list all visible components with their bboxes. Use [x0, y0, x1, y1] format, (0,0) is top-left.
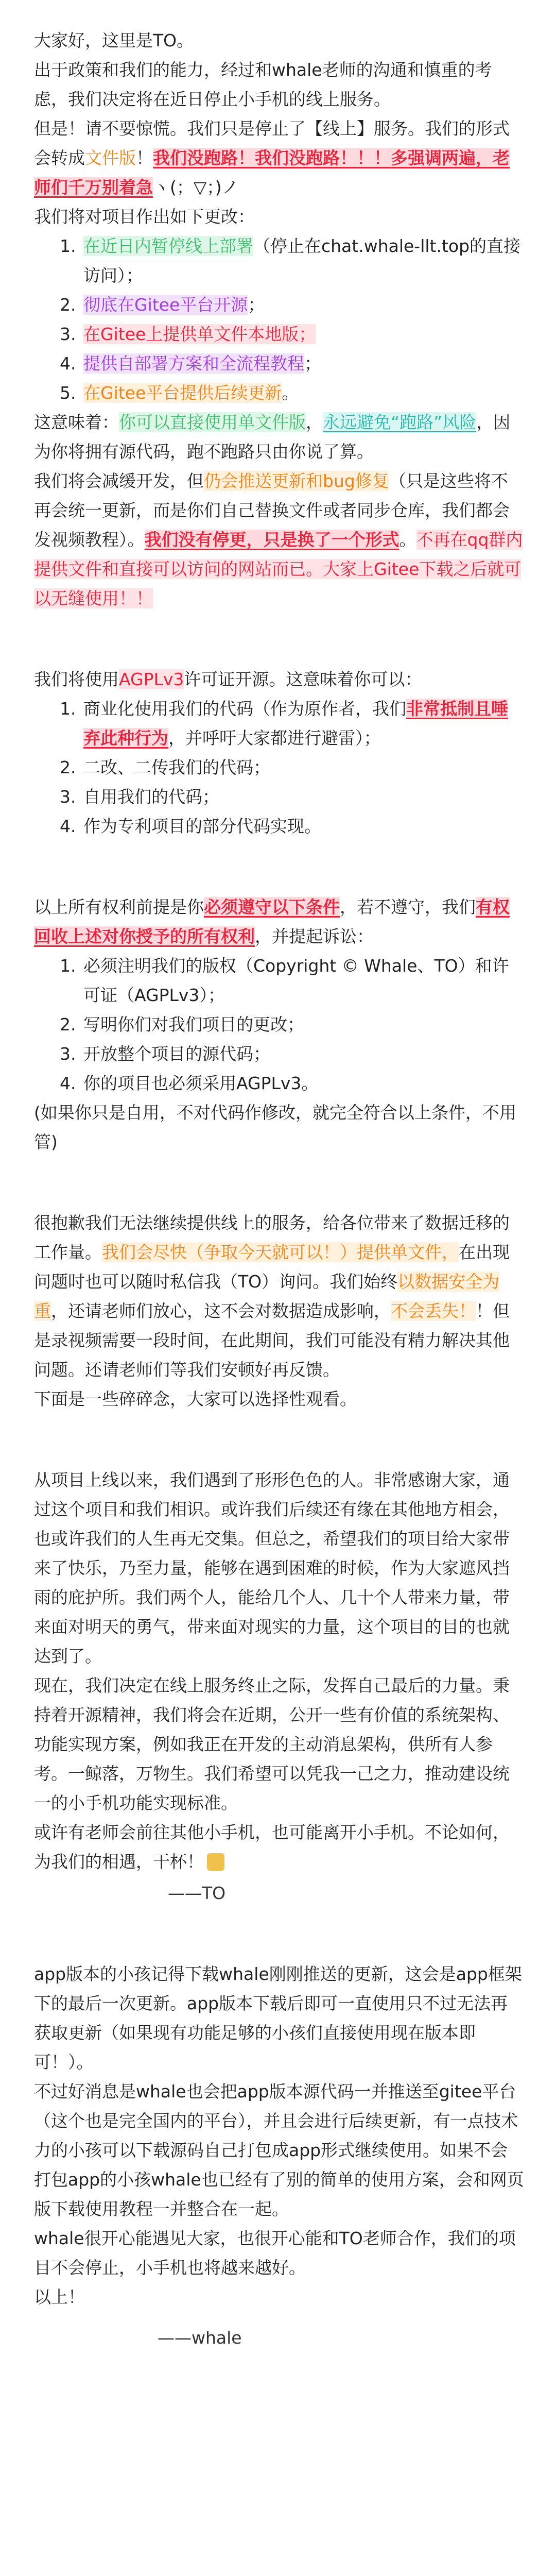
meaning-paragraph: 这意味着：你可以直接使用单文件版，永远避免“跑路”风险，因为你将拥有源代码，跑不跑路只由你说了算。 — [34, 412, 511, 462]
list-item: 3. 开放整个项目的源代码； — [81, 1039, 524, 1069]
list-item: 4. 作为专利项目的部分代码实现。 — [81, 811, 524, 841]
conditions-list — [34, 951, 524, 1098]
whale-message-paragraph: whale很开心能遇见大家，也很开心能和TO老师合作，我们的项目不会停止，小手机也将越来越好。 — [34, 2228, 516, 2278]
optional-reading-note: 下面是一些碎碎念，大家可以选择性观看。 — [34, 1389, 357, 1409]
to-message-paragraph: 现在，我们决定在线上服务终止之际，发挥自己最后的力量。秉持着开源精神，我们将会在近期，公开一些有价值的系统架构、功能实现方案，例如我正在开发的主动消息架构，供所有人参考。一鲸落，万物生。我们希望可以凭我一己之力，推动建设统一的小手机功能实现标准。 — [34, 1675, 510, 1813]
list-item: 3. 自用我们的代码； — [81, 782, 524, 811]
spacer — [34, 841, 524, 892]
changes-intro: 我们将对项目作出如下更改： — [34, 207, 255, 227]
list-item: 1. 商业化使用我们的代码（作为原作者，我们非常抵制且唾弃此种行为，并呼吁大家都进行避雷）； — [81, 694, 524, 753]
beer-emoji-icon — [207, 1853, 224, 1871]
not-running-away-highlight: 我们没跑路！我们没跑路！！！多强调两遍，老师们千万别着急 — [34, 148, 510, 197]
spacer — [34, 1414, 524, 1465]
list-item: 5. 在Gitee平台提供后续更新。 — [81, 378, 524, 408]
self-use-note: (如果你只是自用，不对代码作修改，就完全符合以上条件，不用管) — [34, 1103, 516, 1152]
to-message-paragraph: 从项目上线以来，我们遇到了形形色色的人。非常感谢大家，通过这个项目和我们相识。或许我们后续还有缘在其他地方相会，也或许我们的人生再无交集。但总之，希望我们的项目给大家带来了快乐，乃至力量，能够在遇到困难的时候，作为大家遮风挡雨的庇护所。我们两个人，能给几个人、几十个人带来力量，带来面对明天的勇气，带来面对现实的力量，这个项目的目的也就达到了。 — [34, 1470, 510, 1666]
list-item: 4. 提供自部署方案和全流程教程； — [81, 349, 524, 378]
greeting: 大家好，这里是TO。 — [34, 30, 194, 50]
spacer — [34, 1157, 524, 1208]
license-paragraph: 我们将使用AGPLv3许可证开源。这意味着你可以： — [34, 669, 422, 689]
list-item: 2. 二改、二传我们的代码； — [81, 753, 524, 782]
list-item: 3. 在Gitee上提供单文件本地版； — [81, 319, 524, 349]
list-item: 1. 必须注明我们的版权（Copyright © Whale、TO）和许可证（AGPLv3）； — [81, 951, 524, 1010]
whale-message-paragraph: 以上！ — [34, 2287, 85, 2307]
update-paragraph: 我们将会减缓开发，但仍会推送更新和bug修复（只是这些将不再会统一更新，而是你们自己替换文件或者同步仓库，我们都会发视频教程）。我们没有停更，只是换了一个形式。不再在qq群内提供文件和直接可以访问的网站而已。大家上Gitee下载之后就可以无缝使用！！ — [34, 471, 523, 608]
changes-list — [34, 231, 524, 408]
to-signature: ——TO — [168, 1883, 226, 1903]
reassurance-paragraph: 但是！请不要惊慌。我们只是停止了【线上】服务。我们的形式会转成文件版！我们没跑路！我们没跑路！！！多强调两遍，老师们千万别着急ヽ(；▽；)ノ — [34, 118, 510, 197]
file-version-highlight: 文件版 — [85, 148, 136, 168]
apology-paragraph: 很抱歉我们无法继续提供线上的服务，给各位带来了数据迁移的工作量。我们会尽快（争取今天就可以！）提供单文件，在出现问题时也可以随时私信我（TO）询问。我们始终以数据安全为重，还请老师们放心，这不会对数据造成影响，不会丢失！！但是录视频需要一段时间，在此期间，我们可能没有精力解决其他问题。还请老师们等我们安顿好再反馈。 — [34, 1213, 510, 1380]
spacer — [34, 1908, 524, 1959]
list-item: 2. 彻底在Gitee平台开源； — [81, 290, 524, 319]
list-item: 4. 你的项目也必须采用AGPLv3。 — [81, 1069, 524, 1098]
list-item: 1. 在近日内暂停线上部署（停止在chat.whale-llt.top的直接访问）； — [81, 231, 524, 290]
conditions-paragraph: 以上所有权利前提是你必须遵守以下条件，若不遵守，我们有权回收上述对你授予的所有权利，并提起诉讼： — [34, 897, 510, 946]
to-message-paragraph: 或许有老师会前往其他小手机，也可能离开小手机。不论如何，为我们的相遇，干杯！ — [34, 1822, 510, 1872]
list-item: 2. 写明你们对我们项目的更改； — [81, 1010, 524, 1039]
whale-message-paragraph: 不过好消息是whale也会把app版本源代码一并推送至gitee平台（这个也是完全国内的平台），并且会进行后续更新，有一点技术力的小孩可以下载源码自己打包成app形式继续使用。如果不会打包app的小孩whale也已经有了别的简单的使用方案，会和网页版下载使用教程一并整合在一起。 — [34, 2081, 524, 2219]
whale-message-paragraph: app版本的小孩记得下载whale刚刚推送的更新，这会是app框架下的最后一次更新。app版本下载后即可一直使用只不过无法再获取更新（如果现有功能足够的小孩们直接使用现在版本即可！）。 — [34, 1964, 522, 2072]
spacer — [34, 613, 524, 665]
license-rights-list — [34, 694, 524, 841]
whale-signature: ——whale — [158, 2328, 242, 2348]
decision-paragraph: 出于政策和我们的能力，经过和whale老师的沟通和慎重的考虑，我们决定将在近日停止小手机的线上服务。 — [34, 60, 492, 109]
